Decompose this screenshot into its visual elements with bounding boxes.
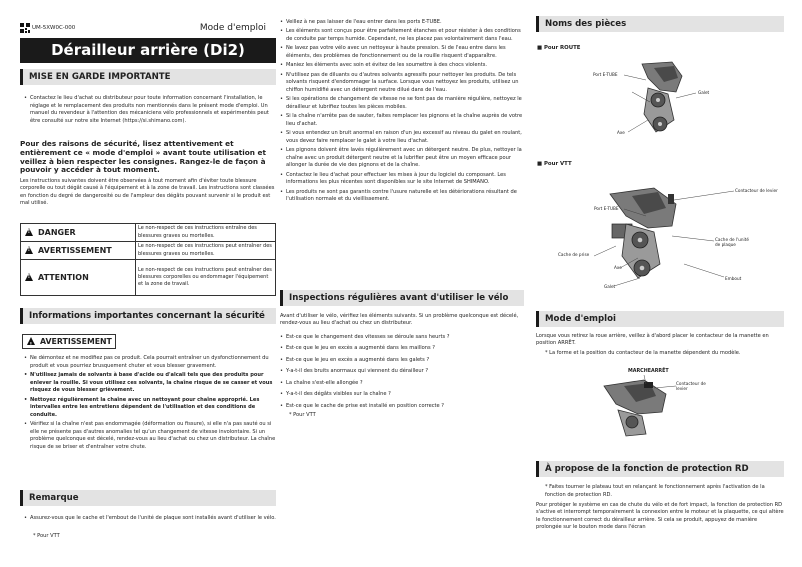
route-leader-lines xyxy=(536,58,784,158)
route-label xyxy=(537,45,580,51)
list-item: • Est-ce que le jeu en excès a augmenté dans les galets ? xyxy=(280,357,524,365)
list-item: • Est-ce que le cache de prise est installé en position correcte ? xyxy=(280,403,524,411)
mise-en-garde-intro-list xyxy=(24,95,276,127)
table-row xyxy=(21,260,276,296)
inspections-note: * Pour VTT xyxy=(289,412,316,418)
danger-label-cell xyxy=(21,224,136,242)
attention-label: ATTENTION xyxy=(38,273,89,282)
doc-code: UM-5XW0C-000 xyxy=(32,25,76,31)
page-title: Dérailleur arrière (Di2) xyxy=(20,38,276,63)
section-heading-protection: À propose de la fonction de protection RD xyxy=(536,461,784,477)
list-item: • Si vous entendez un bruit anormal en raison d'un jeu excessif au niveau du galet en roulant, vous devez faire remplacer le galet à votre lieu d'achat. xyxy=(280,130,524,145)
list-item: • Maniez les éléments avec soin et évitez de les soumettre à des chocs violents. xyxy=(280,62,524,70)
doc-type: Mode d'emploi xyxy=(199,23,266,33)
section-heading-mise-en-garde: MISE EN GARDE IMPORTANTE xyxy=(20,69,276,85)
mode-marche-arret-label xyxy=(628,369,669,374)
table-row xyxy=(21,224,276,242)
danger-label: DANGER xyxy=(38,228,76,237)
section-heading-mode: Mode d'emploi xyxy=(536,311,784,327)
warning-triangle-icon xyxy=(27,337,35,345)
avertissement-label: AVERTISSEMENT xyxy=(38,246,112,255)
list-item: • Est-ce que le changement des vitesses se déroule sans heurts ? xyxy=(280,334,524,342)
vtt-embout-label: Embout xyxy=(725,276,742,281)
list-item: • Les produits ne sont pas garantis contre l'usure naturelle et les détériorations résultant de l'utilisation normale et du vieillissement. xyxy=(280,189,524,204)
avertissement-badge-label: AVERTISSEMENT xyxy=(40,337,112,346)
care-list xyxy=(280,19,524,206)
list-item: • Les éléments sont conçus pour être parfaitement étanches et pour résister à des conditions de conduite par temps humide. Cependant, ne les placez pas volontairement dans l'eau. xyxy=(280,28,524,43)
list-item: • Ne lavez pas votre vélo avec un nettoyeur à haute pression. Si de l'eau entre dans les éléments, des problèmes de fonctionnement ou de la rouille risquent d'apparaître. xyxy=(280,45,524,60)
list-item: • N'utilisez jamais de solvants à base d'acide ou d'alcali tels que des produits pour enlever la rouille. Si vous utilisez ces solvants, la chaîne risque de se casser et vous risquez de vous blesser grièvement. xyxy=(24,372,276,395)
list-item: • Les pignons doivent être lavés régulièrement avec un détergent neutre. De plus, nettoyer la chaîne avec un produit détergent neutre et la lubrifier peut être un moyen efficace pour allonger la durée de vie des pignons et de la chaîne. xyxy=(280,147,524,170)
header-row xyxy=(20,22,276,36)
vtt-label xyxy=(537,161,572,167)
protection-note: * Faites tourner le plateau tout en relançant le fonctionnement après l'activation de la fonction de protection RD. xyxy=(545,484,765,498)
list-item: • Assurez-vous que le cache et l'embout de l'unité de plaque sont installés avant d'utiliser le vélo. xyxy=(24,515,276,523)
arret-label: ARRÊT xyxy=(651,369,669,374)
vtt-contacteur-label: Contacteur de levier xyxy=(735,188,778,193)
avertissement-text: Le non-respect de ces instructions peut entraîner des blessures graves ou mortelles. xyxy=(136,242,276,260)
warning-levels-table xyxy=(20,223,276,296)
list-item: • Contactez le lieu d'achat ou distributeur pour toute information concernant l'installation, le réglage et le remplacement des produits non mentionnés dans le présent mode d'emploi. Un manuel du revendeur à l'attention des mécaniciens vélo professionnels et expérimentés peut être consulté sur notre site Internet (https://si.shimano.com). xyxy=(24,95,276,125)
protection-text: Pour protéger le système en cas de chute du vélo et de fort impact, la fonction de protection RD s'active et interrompt temporairement la connexion entre le moteur et la plaquette, ce qui altère le fonctionnement correct du dérailleur arrière. Si cela se produit, appuyez de manière prolongée sur le bouton mode dans l'écran xyxy=(536,502,784,531)
list-item: • Vérifiez si la chaîne n'est pas endommagée (déformation ou fissure), si elle n'a pas sauté ou si elle ne présente pas d'autres anomalies tel qu'un changement de vitesse involontaire. Si un problème quelconque est décelé, rendez-vous au lieu d'achat ou chez un distributeur. La chaîne risque de se briser et d'entraîner votre chute. xyxy=(24,421,276,451)
list-item: • Est-ce que le jeu en excès a augmenté dans les maillons ? xyxy=(280,345,524,353)
vtt-cache-prise-label: Cache de prise xyxy=(558,252,590,257)
route-axe-label: Axe xyxy=(617,130,625,135)
mode-note: * La forme et la position du contacteur de la manette dépendent du modèle. xyxy=(545,350,741,356)
mode-contacteur-label: Contacteur de levier xyxy=(676,381,706,391)
vtt-axe-label: Axe xyxy=(614,265,622,270)
danger-text: Le non-respect de ces instructions entraîne des blessures graves ou mortelles. xyxy=(136,224,276,242)
vtt-cache-unite-label: Cache de l'unité de plaque xyxy=(715,237,749,248)
list-item: • Y-a-t-il des dégâts visibles sur la chaîne ? xyxy=(280,391,524,399)
table-row xyxy=(21,242,276,260)
vtt-galet-label: Galet xyxy=(604,284,616,289)
list-item: • La chaîne s'est-elle allongée ? xyxy=(280,380,524,388)
safety-instructions: Les instructions suivantes doivent être observées à tout moment afin d'éviter toute blessure corporelle ou tout dégât causé à l'équipement et à la zone de travail. Les instructions sont classées en fonction du degré de dangerosité ou de l'ampleur des dégâts pouvant survenir si le produit est mal utilisé. xyxy=(20,178,275,207)
warning-triangle-icon xyxy=(25,273,33,281)
section-heading-remarque: Remarque xyxy=(20,490,276,506)
inspections-intro: Avant d'utiliser le vélo, vérifiez les éléments suivants. Si un problème quelconque est décelé, rendez-vous au lieu d'achat ou chez un distributeur. xyxy=(280,313,519,327)
square-bullet-icon: ■ xyxy=(537,161,543,167)
list-item: • Si la chaîne n'arrête pas de sauter, faites remplacer les pignons et la chaîne auprès de votre lieu d'achat. xyxy=(280,113,524,128)
inspections-list xyxy=(280,334,524,412)
list-item: • Veillez à ne pas laisser de l'eau entrer dans les ports E-TUBE. xyxy=(280,19,524,27)
list-item: • Nettoyez régulièrement la chaîne avec un nettoyant pour chaîne approprié. Les intervalles entre les entretiens dépendent de l'utilisation et des conditions de conduite. xyxy=(24,397,276,420)
remarque-note: * Pour VTT xyxy=(33,533,60,539)
marche-label: MARCHE xyxy=(628,369,651,374)
route-galet-label: Galet xyxy=(698,90,710,95)
attention-text: Le non-respect de ces instructions peut entraîner des blessures corporelles ou endommager l'équipement et la zone de travail. xyxy=(136,260,276,296)
warning-triangle-icon xyxy=(25,246,33,254)
avertissement-label-cell xyxy=(21,242,136,260)
list-item: • Contactez le lieu d'achat pour effectuer les mises à jour du logiciel du composant. Les informations les plus récentes sont disponibles sur le site Internet de SHIMANO. xyxy=(280,172,524,187)
list-item: • Ne démontez et ne modifiez pas ce produit. Cela pourrait entraîner un dysfonctionnement du produit et vous pourriez brusquement chuter et vous blesser gravement. xyxy=(24,355,276,370)
qr-code-icon xyxy=(20,23,30,33)
list-item: • Si les opérations de changement de vitesse ne se font pas de manière régulière, nettoyez le dérailleur et lubrifiez toutes les pièces mobiles. xyxy=(280,96,524,111)
section-heading-noms: Noms des pièces xyxy=(536,16,784,32)
vtt-port-label: Port E-TUBE xyxy=(594,206,619,211)
route-port-label: Port E-TUBE xyxy=(593,72,618,77)
route-label-text: Pour ROUTE xyxy=(543,45,581,51)
securite-list xyxy=(24,355,276,453)
safety-bold-notice: Pour des raisons de sécurité, lisez attentivement et entièrement ce « mode d'emploi » avant toute utilisation et veillez à bien respecter les consignes. Rangez-le de façon à pouvoir y accéder à tout moment. xyxy=(20,139,266,175)
list-item: • N'utilisez pas de diluants ou d'autres solvants agressifs pour nettoyer les produits. De tels solvants risquent d'endommager la surface. Lorsque vous nettoyez les produits, utilisez un chiffon humidifié avec un détergent neutre dilué dans de l'eau. xyxy=(280,72,524,95)
section-heading-inspections: Inspections régulières avant d'utiliser le vélo xyxy=(280,290,524,306)
section-heading-securite: Informations importantes concernant la sécurité xyxy=(20,308,276,324)
avertissement-badge xyxy=(22,334,116,349)
mode-text: Lorsque vous retirez la roue arrière, veillez à d'abord placer le contacteur de la manette en position ARRÊT. xyxy=(536,333,769,347)
remarque-list xyxy=(24,515,276,524)
attention-label-cell xyxy=(21,260,136,296)
mode-leader-lines xyxy=(536,372,784,412)
warning-triangle-icon xyxy=(25,228,33,236)
list-item: • Y-a-t-il des bruits anormaux qui viennent du dérailleur ? xyxy=(280,368,524,376)
vtt-label-text: Pour VTT xyxy=(543,161,572,167)
square-bullet-icon: ■ xyxy=(537,45,543,51)
